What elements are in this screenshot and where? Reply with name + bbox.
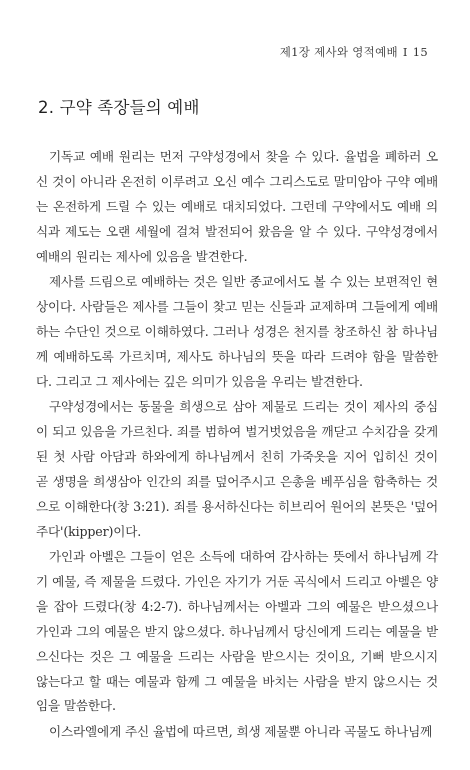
page-number: 15 — [412, 45, 428, 59]
section-title: 2. 구약 족장들의 예배 — [38, 98, 200, 117]
paragraph: 제사를 드림으로 예배하는 것은 일반 종교에서도 볼 수 있는 보편적인 현상이다. 사람들은 제사를 그들이 찾고 믿는 신들과 교제하며 그들에게 예배하는 수단인 것으로 이해하였다. 그러나 성경은 천지를 창조하신 참 하나님께 예배하도록 가르치며, 제사도 하나님의 뜻을 따라 드려야 함을 말씀한다. 그리고 그 제사에는 깊은 의미가 있음을 우리는 발견한다. — [36, 274, 438, 389]
chapter-title: 제1장 제사와 영적예배 — [279, 45, 398, 59]
body-text — [36, 145, 438, 745]
paragraph: 구약성경에서는 동물을 희생으로 삼아 제물로 드리는 것이 제사의 중심이 되고 있음을 가르친다. 죄를 범하여 벌거벗었음을 깨닫고 수치감을 갖게 된 첫 사람 아담과 하와에게 하나님께서 친히 가죽옷을 지어 입히신 것이 곧 생명을 희생삼아 인간의 죄를 덮어주시고 은총을 베푸심을 함축하는 것으로 이해한다(창 3:21). 죄를 용서하신다는 히브리어 원어의 본뜻은 '덮어주다'(kipper)이다. — [36, 399, 438, 539]
paragraph: 기독교 예배 원리는 먼저 구약성경에서 찾을 수 있다. 율법을 폐하러 오신 것이 아니라 온전히 이루려고 오신 예수 그리스도로 말미암아 구약 예배는 온전하게 드릴 수 있는 예배로 대치되었다. 그런데 구약에서도 예배 의식과 제도는 오랜 세월에 걸쳐 발전되어 왔음을 알 수 있다. 구약성경에서 예배의 원리는 제사에 있음을 발견한다. — [36, 149, 438, 264]
paragraph: 가인과 아벨은 그들이 얻은 소득에 대하여 감사하는 뜻에서 하나님께 각기 예물, 즉 제물을 드렸다. 가인은 자기가 거둔 곡식에서 드리고 아벨은 양을 잡아 드렸다(창 4:2-7). 하나님께서는 아벨과 그의 예물은 받으셨으나 가인과 그의 예물은 받지 않으셨다. 하나님께서 당신에게 드리는 예물을 받으신다는 것은 그 예물을 드리는 사람을 받으시는 것이요, 기뻐 받으시지 않는다고 할 때는 예물과 함께 그 예물을 바치는 사람을 받지 않으시는 것임을 말씀한다. — [36, 549, 438, 714]
running-header — [280, 44, 428, 60]
paragraph: 이스라엘에게 주신 율법에 따르면, 희생 제물뿐 아니라 곡물도 하나님께 — [49, 723, 433, 739]
header-separator: I — [402, 45, 408, 59]
